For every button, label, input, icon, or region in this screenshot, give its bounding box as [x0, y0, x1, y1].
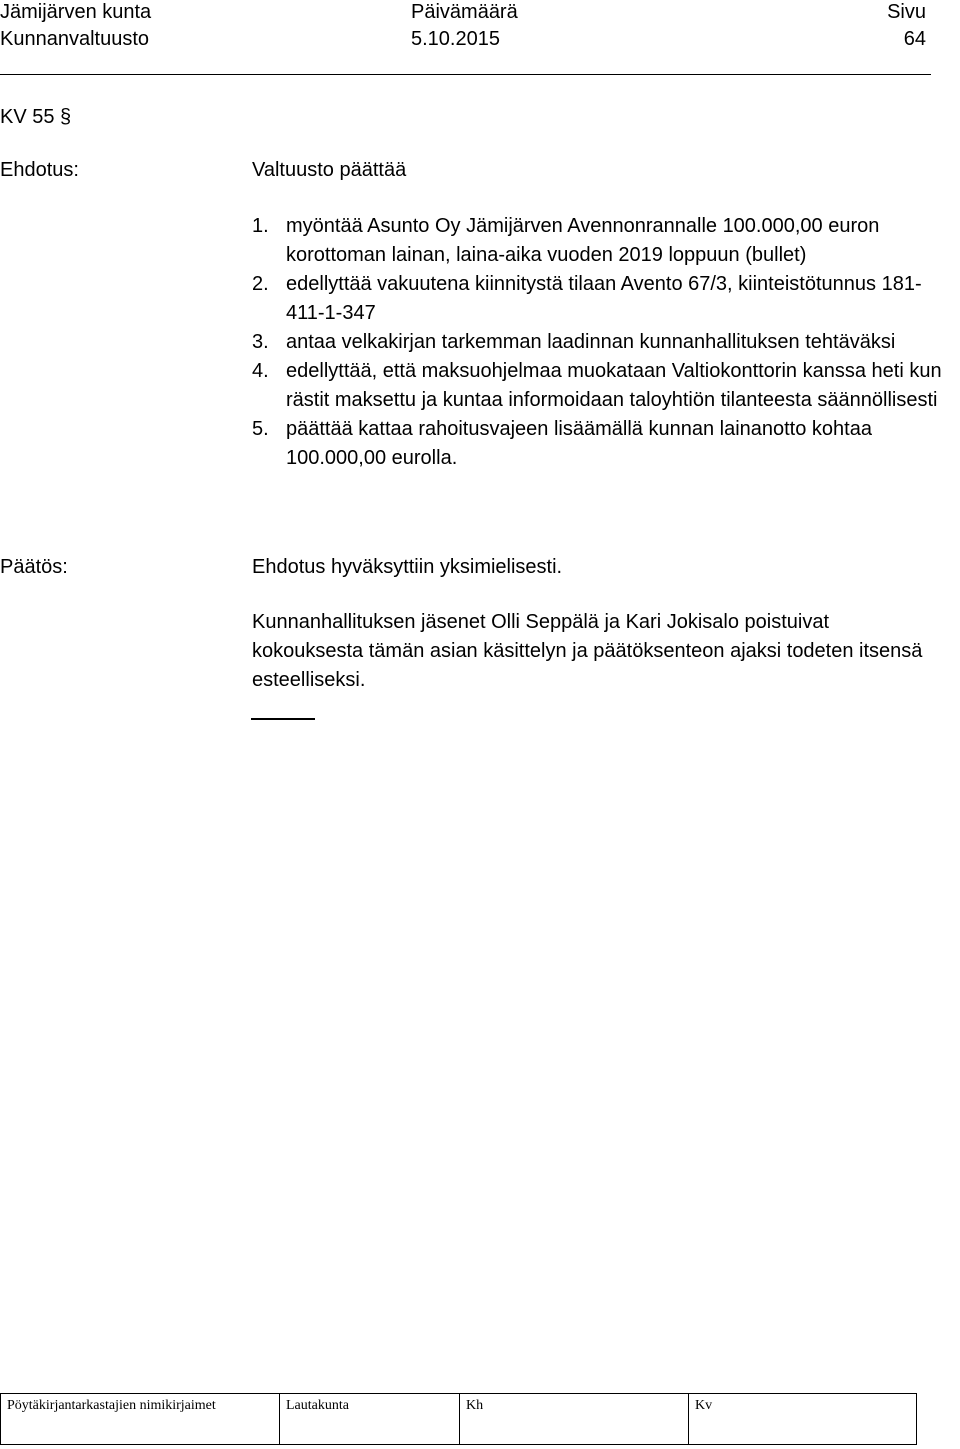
list-item — [252, 415, 960, 473]
page-number: 64 — [903, 28, 926, 50]
list-item — [252, 328, 960, 357]
kh-cell: Kh — [460, 1394, 689, 1445]
decision-text: Ehdotus hyväksyttiin yksimielisesti. — [252, 556, 563, 578]
list-item-number: 2. — [252, 273, 269, 295]
section-end-line — [251, 718, 315, 720]
list-item-text: edellyttää, että maksuohjelmaa muokataan Valtiokonttorin kanssa heti kun rästit maksettu ja kuntaa informoidaan taloyhtiön tilanteesta säännöllisesti — [286, 360, 942, 411]
date-value: 5.10.2015 — [411, 28, 500, 50]
signature-table — [0, 1393, 917, 1445]
list-item-text: antaa velkakirjan tarkemman laadinnan kunnanhallituksen tehtäväksi — [286, 331, 896, 353]
header-divider — [0, 74, 931, 75]
proposal-items-list — [252, 212, 960, 473]
date-label: Päivämäärä — [411, 1, 518, 23]
list-item-number: 3. — [252, 331, 269, 353]
list-item-text: päättää kattaa rahoitusvajeen lisäämällä kunnan lainanotto kohtaa 100.000,00 eurolla. — [286, 418, 872, 469]
decision-label: Päätös: — [0, 556, 68, 578]
proposal-label: Ehdotus: — [0, 159, 79, 181]
council-name: Kunnanvaltuusto — [0, 28, 150, 50]
page-label: Sivu — [887, 1, 926, 23]
list-item-text: myöntää Asunto Oy Jämijärven Avennonrannalle 100.000,00 euron korottoman lainan, laina-aika vuoden 2019 loppuun (bullet) — [286, 215, 880, 266]
reviewer-initials-cell: Pöytäkirjantarkastajien nimikirjaimet — [1, 1394, 280, 1445]
list-item — [252, 357, 960, 415]
list-item — [252, 212, 960, 270]
section-reference: KV 55 § — [0, 106, 72, 128]
list-item-number: 1. — [252, 215, 269, 237]
list-item-number: 5. — [252, 418, 269, 440]
list-item-number: 4. — [252, 360, 269, 382]
board-cell: Lautakunta — [280, 1394, 460, 1445]
list-item — [252, 270, 960, 328]
kv-cell: Kv — [689, 1394, 917, 1445]
decision-note: Kunnanhallituksen jäsenet Olli Seppälä ja Kari Jokisalo poistuivat kokouksesta tämän asian käsittelyn ja päätöksenteon ajaksi todeten itsensä esteelliseksi. — [252, 611, 923, 691]
proposal-intro: Valtuusto päättää — [252, 159, 407, 181]
list-item-text: edellyttää vakuutena kiinnitystä tilaan Avento 67/3, kiinteistötunnus 181-411-1-347 — [286, 273, 922, 324]
municipality-name: Jämijärven kunta — [0, 1, 152, 23]
table-row — [1, 1394, 917, 1445]
